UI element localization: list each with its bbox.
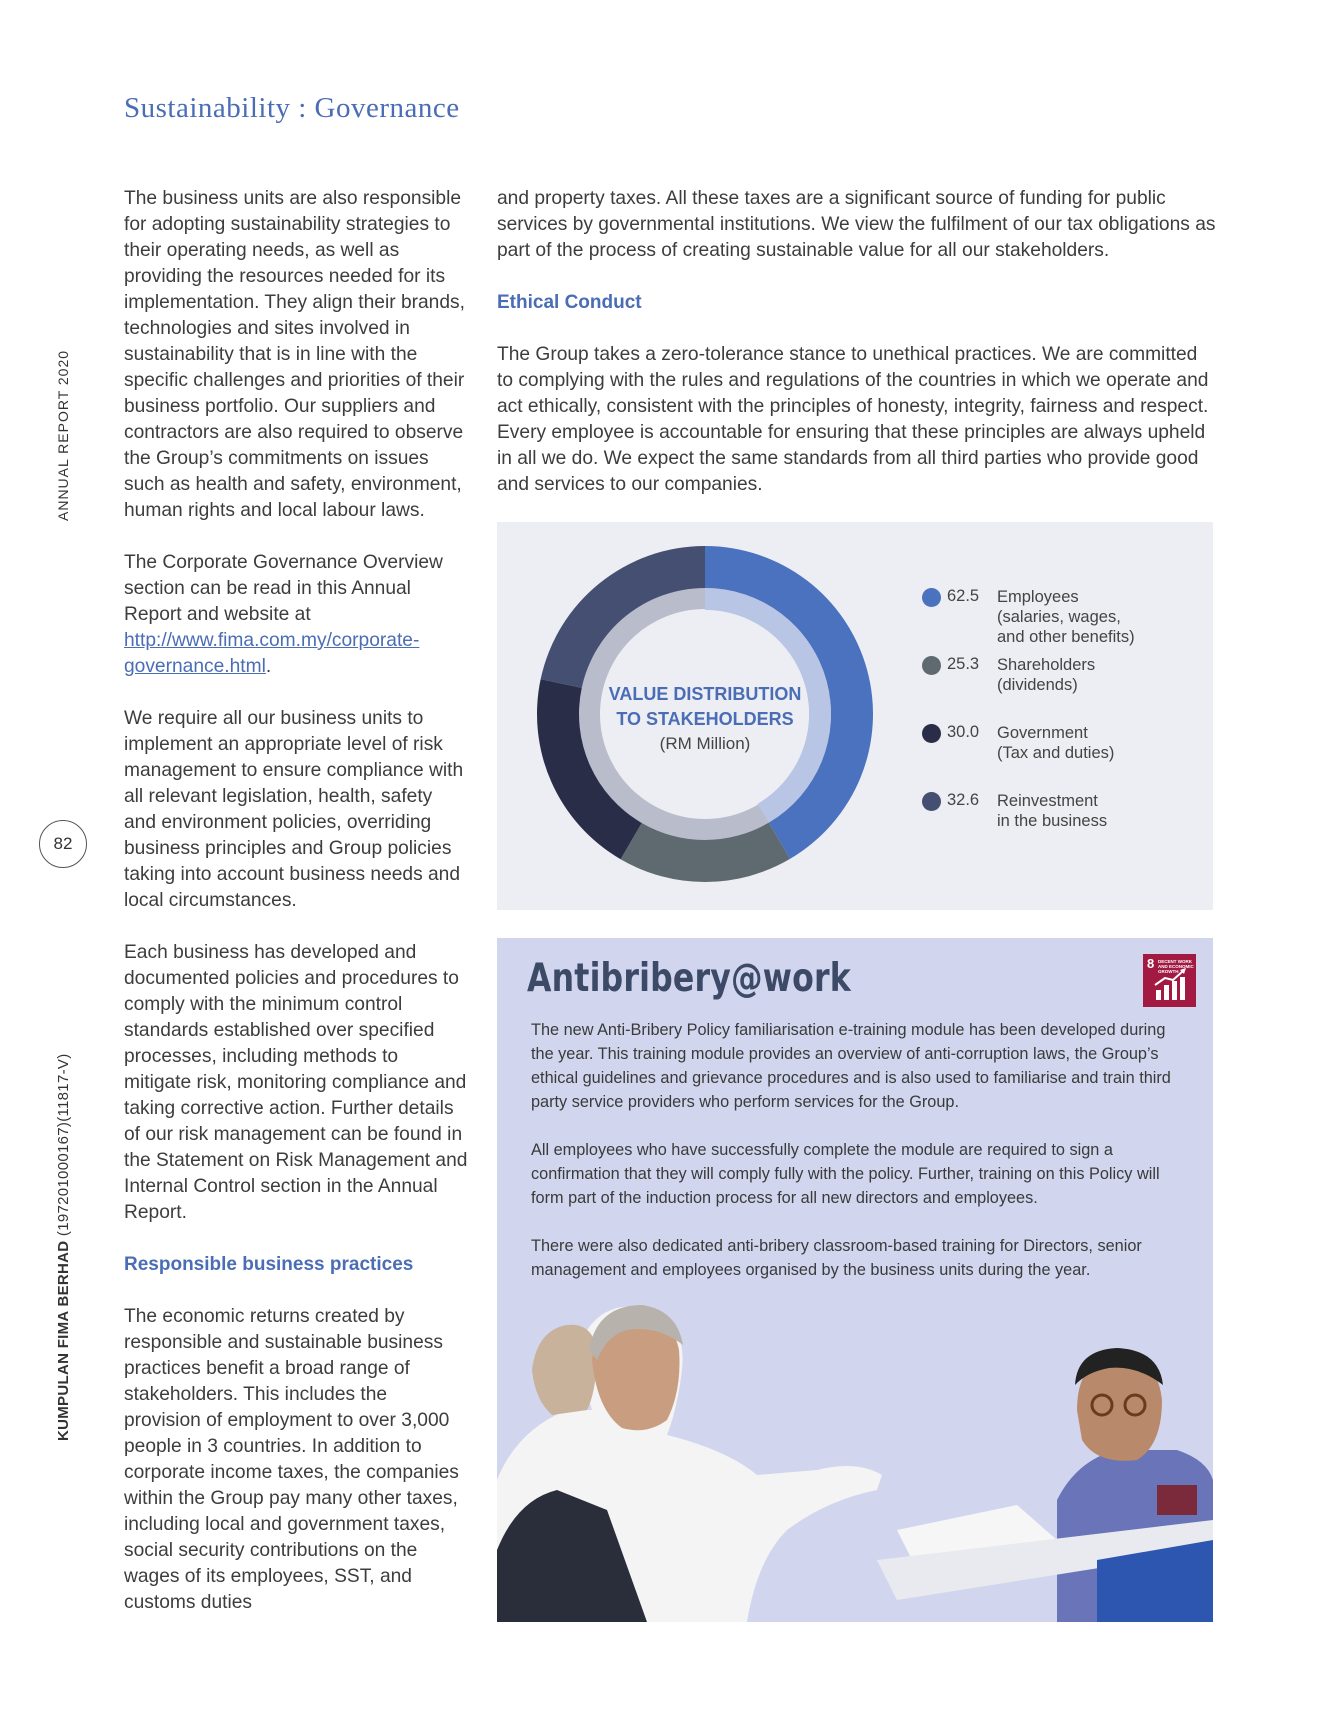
legend-dot [922,588,941,607]
legend-label: Shareholders (dividends) [997,656,1096,694]
sdg-number: 8 [1147,956,1155,971]
subheading-ethical-conduct: Ethical Conduct [497,292,642,313]
antibribery-title: Antibribery@work [527,956,851,1001]
paragraph-policies: Each business has developed and documented policies and procedures to comply with the minimum control standards established over specified processes, including methods to mitigate risk, monitoring compliance and taking corrective action. Further details of our risk management can be found in the Statement on Risk Management and Internal Control section in the Annual Report. [124,942,468,1223]
legend-dot [922,724,941,743]
paragraph-property-taxes: and property taxes. All these taxes are a significant source of funding for public services by governmental institutions. We view the fulfilment of our tax obligations as part of the process of creating sustainable value for all our stakeholders. [497,188,1216,261]
legend-value: 62.5 [947,587,980,605]
legend-dot [922,656,941,675]
chart-title: VALUE DISTRIBUTION TO STAKEHOLDERS [608,684,802,729]
governance-text: The Corporate Governance Overview section can be read in this Annual Report and website at [124,552,443,625]
legend-label: Reinvestment in the business [997,792,1108,830]
paragraph-ethical-conduct: The Group takes a zero-tolerance stance to unethical practices. We are committed to complying with the rules and regulations of the countries in which we operate and act ethically, consistent with the principles of honesty, integrity, fairness and respect. Every employee is accountable for ensuring that these principles are always upheld in all we do. We expect the same standards from all third parties who provide good and services to our companies. [497,344,1209,495]
company-registration: (197201000167)(11817-V) [55,1053,72,1241]
paragraph-risk-management: We require all our business units to implement an appropriate level of risk management to ensure compliance with all relevant legislation, health, safety and environment policies, overriding business principles and Group policies taking into account business needs and local circumstances. [124,708,464,911]
sdg-8-icon [1143,954,1196,1007]
chart-subtitle: (RM Million) [659,734,751,753]
paragraph-governance-overview [124,550,469,680]
donut-center-label [587,682,823,756]
subheading-responsible-business: Responsible business practices [124,1254,414,1275]
paragraph-economic-returns: The economic returns created by responsible and sustainable business practices benefit a broad range of stakeholders. This includes the provision of employment to over 3,000 people in 3 countries. In addition to corporate income taxes, the companies within the Group pay many other taxes, including local and government taxes, social security contributions on the wages of its employees, SST, and customs duties [124,1306,459,1613]
training-photo [497,1300,1213,1622]
legend-item [922,788,1212,856]
paragraph-business-units: The business units are also responsible for adopting sustainability strategies to their operating needs, as well as providing the resources needed for its implementation. They align their brands, technologies and sites involved in sustainability that is in line with the specific challenges and priorities of their business portfolio. Our suppliers and contractors are also required to observe the Group’s commitments on issues such as health and safety, environment, human rights and local labour laws. [124,188,465,521]
annual-report-label: ANNUAL REPORT 2020 [55,349,71,521]
antibribery-paragraph: There were also dedicated anti-bribery classroom-based training for Directors, senior management and employees organised by the business units during the year. [531,1237,1142,1279]
legend-value: 30.0 [947,723,980,741]
sdg-text: DECENT WORK AND ECONOMIC GROWTH [1158,959,1194,974]
legend-label: Government (Tax and duties) [997,724,1115,762]
growth-chart-icon [1143,954,1196,1007]
page-title: Sustainability : Governance [124,92,460,124]
page-number: 82 [39,820,87,868]
legend-item [922,652,1212,720]
legend-item [922,584,1212,652]
company-name-label [55,1054,72,1442]
right-column [497,186,1217,524]
governance-text-end: . [265,656,272,677]
company-name: KUMPULAN FIMA BERHAD [55,1240,72,1441]
pen-holder [1157,1485,1197,1515]
antibribery-text [531,1018,1191,1306]
left-column [124,186,469,1642]
legend-dot [922,792,941,811]
chart-legend [922,584,1212,856]
antibribery-paragraph: The new Anti-Bribery Policy familiarisation e-training module has been developed during the year. This training module provides an overview of anti-corruption laws, the Group’s ethical guidelines and grievance procedures and is also used to familiarise and train third party service providers who perform services for the Group. [531,1021,1171,1111]
governance-link[interactable]: http://www.fima.com.my/corporate-governance.html [124,630,420,677]
legend-value: 25.3 [947,655,980,673]
value-distribution-chart [497,522,1213,910]
legend-item [922,720,1212,788]
antibribery-box [497,938,1213,1622]
legend-label: Employees (salaries, wages, and other benefits) [997,588,1135,646]
antibribery-paragraph: All employees who have successfully complete the module are required to sign a confirmation that they will comply fully with the policy. Further, training on this Policy will form part of the induction process for all new directors and employees. [531,1141,1160,1207]
legend-value: 32.6 [947,791,980,809]
